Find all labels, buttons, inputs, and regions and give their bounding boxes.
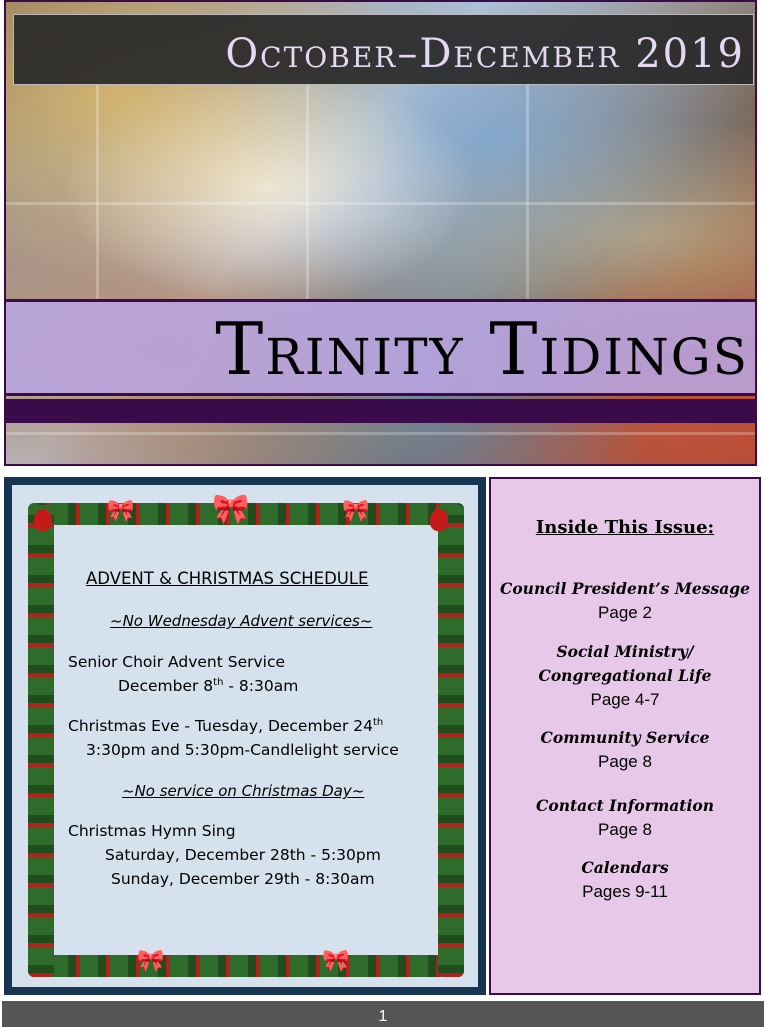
christmas-eve-sup: th: [372, 717, 384, 728]
toc-page: Page 8: [598, 752, 652, 771]
glass-lead-line: [6, 202, 755, 205]
schedule-card: [12, 485, 478, 987]
red-bow-icon: 🎀: [342, 499, 370, 524]
hymn-sing-label: Christmas Hymn Sing: [68, 822, 236, 840]
toc-item[interactable]: [491, 640, 759, 712]
page-footer: [2, 1001, 764, 1027]
glass-lead-line: [6, 432, 755, 435]
toc-page: Pages 9-11: [582, 882, 668, 901]
red-bow-icon: 🎀: [107, 499, 135, 524]
advent-schedule-panel: [4, 477, 486, 995]
toc-item[interactable]: [491, 577, 759, 625]
christmas-eve-day: Christmas Eve - Tuesday, December 24: [68, 717, 373, 736]
red-bow-icon: 🎀: [137, 949, 165, 974]
toc-item[interactable]: [491, 794, 759, 842]
red-bow-icon: 🎀: [212, 492, 250, 527]
issue-date-range: October–December 2019: [225, 31, 745, 77]
cardinal-bird-icon: [34, 509, 52, 531]
toc-title: Social Ministry/: [556, 642, 694, 661]
toc-title: Contact Information: [536, 796, 714, 815]
stained-glass-banner: [4, 0, 757, 466]
hymn-sing-saturday: Saturday, December 28th - 5:30pm: [105, 846, 381, 864]
toc-page: Page 4-7: [590, 690, 660, 709]
newsletter-title: Trinity Tidings: [215, 307, 749, 391]
title-band: [6, 299, 755, 396]
senior-choir-date-time: - 8:30am: [223, 677, 299, 696]
schedule-heading: ADVENT & CHRISTMAS SCHEDULE: [86, 569, 369, 588]
toc-page: Page 8: [598, 820, 652, 839]
red-bow-icon: 🎀: [322, 949, 350, 974]
toc-title: Congregational Life: [538, 666, 712, 685]
toc-item[interactable]: [491, 726, 759, 774]
christmas-day-note: ~No service on Christmas Day~: [122, 782, 365, 800]
toc-title: Community Service: [540, 728, 710, 747]
senior-choir-date-day: December 8: [118, 677, 214, 696]
holly-garland-right: [438, 505, 464, 977]
senior-choir-date: [118, 677, 298, 695]
holly-garland-left: [28, 505, 54, 977]
glass-lead-line: [526, 82, 529, 302]
senior-choir-date-sup: th: [213, 677, 224, 688]
toc-item[interactable]: [491, 856, 759, 904]
cardinal-bird-icon: [430, 509, 448, 531]
toc-title: Calendars: [581, 858, 669, 877]
senior-choir-label: Senior Choir Advent Service: [68, 653, 286, 671]
christmas-eve-times: 3:30pm and 5:30pm-Candlelight service: [86, 741, 399, 759]
date-bar: [13, 14, 754, 85]
holly-garland-bottom: [28, 955, 464, 977]
advent-note: ~No Wednesday Advent services~: [110, 612, 373, 630]
inside-heading: Inside This Issue:: [535, 517, 715, 538]
page-number: 1: [378, 1008, 388, 1025]
glass-lead-line: [306, 82, 309, 302]
toc-title: Council President’s Message: [500, 579, 750, 598]
christmas-eve-label: [68, 717, 383, 735]
purple-divider: [6, 399, 757, 423]
toc-page: Page 2: [598, 603, 652, 622]
inside-this-issue-panel: [489, 477, 761, 995]
hymn-sing-sunday: Sunday, December 29th - 8:30am: [111, 870, 375, 888]
glass-lead-line: [96, 82, 99, 302]
